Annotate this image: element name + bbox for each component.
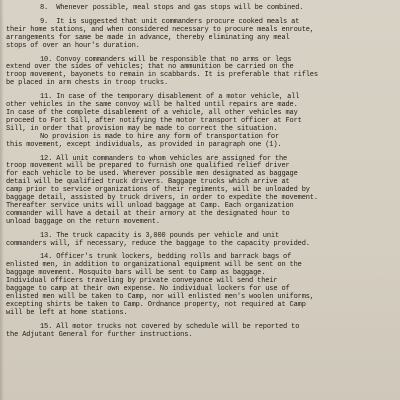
paragraph-line: Sill, in order that provision may be made to correct the situation.: [6, 124, 278, 133]
paragraph-line: enlisted men, in addition to organizational equipment will be sent on the: [6, 261, 302, 270]
paragraph-line: stops of over an hour's duration.: [6, 41, 140, 50]
paragraph-line: Individual officers traveling by private conveyance will send their: [6, 277, 278, 286]
paragraph-line: excepting shirts be taken to Camp. Ordnance property, not required at Camp: [6, 300, 306, 309]
paragraph-line: proceed to Fort Sill, after notifying the motor transport officer at Fort: [6, 116, 302, 125]
paragraph-line: Thereafter service units will unload baggage at Camp. Each organization: [6, 201, 294, 210]
paragraph-line: other vehicles in the same convoy will be halted until repairs are made.: [6, 101, 298, 110]
paragraph-line: commander will have a detail at their armory at the designated hour to: [6, 209, 290, 218]
paragraph-line: baggage to camp at their own expense. No individual lockers for use of: [6, 285, 290, 294]
paragraph-line: troop movement will be prepared to furnish one qualified relief driver: [6, 162, 290, 171]
paragraph-line: commanders will, if necessary, reduce the baggage to the capacity provided.: [6, 239, 310, 248]
paragraph-15: [6, 324, 394, 340]
paragraph-12: [6, 156, 394, 227]
paragraph-line: unload baggage on the return movement.: [6, 217, 160, 226]
paragraph-line: 12. All unit commanders to whom vehicles are assigned for the: [40, 154, 288, 163]
paragraph-line: 9. It is suggested that unit commanders procure cooked meals at: [40, 17, 300, 26]
paragraph-line: 14. Officer's trunk lockers, bedding rolls and barrack bags of: [40, 253, 292, 262]
paragraph-line: No provision is made to hire any form of transportation for: [40, 132, 279, 141]
paragraph-13: [6, 233, 394, 249]
paragraph-line: baggage detail, assisted by truck drivers, in order to expedite the movement.: [6, 194, 318, 203]
paragraph-line: for each vehicle to be used. Wherever possible men designated as baggage: [6, 170, 298, 179]
paragraph-line: In case of the complete disablement of a vehicle, all other vehicles may: [6, 108, 298, 117]
paragraph-line: arrangements for same be made in advance, thereby eliminating any meal: [6, 33, 290, 42]
paragraph-line: their home stations, and when considered necessary to procure meals enroute,: [6, 25, 314, 34]
paragraph-10: [6, 57, 394, 89]
page-edge-shadow: [0, 0, 4, 400]
paragraph-line: enlisted men will be taken to Camp, nor will enlisted men's woolen uniforms,: [6, 293, 314, 301]
paragraph-line: baggage movement. Mosquito bars will be sent to Camp as baggage.: [6, 269, 266, 278]
paragraph-line: 15. All motor trucks not covered by schedule will be reported to: [40, 322, 300, 331]
paragraph-line: troop movement, bayonets to remain in scabbards. It is preferable that rifles: [6, 71, 318, 80]
paragraph-line: this movement, except individuals, as provided in paragraph one (1).: [6, 140, 282, 149]
paragraph-9: [6, 19, 394, 51]
paragraph-8: [6, 5, 394, 13]
paragraph-line: 11. In case of the temporary disablement of a motor vehicle, all: [40, 93, 300, 102]
paragraph-line: 13. The truck capacity is 3,000 pounds per vehicle and unit: [40, 231, 279, 240]
paragraph-line: extend over the sides of vehicles; that no ammunition be carried on the: [6, 63, 294, 72]
paragraph-line: be placed in arm chests in troop trucks.: [6, 79, 169, 88]
paragraph-line: 8. Whenever possible, meal stops and gas stops will be combined.: [40, 4, 304, 12]
paragraph-11: [6, 94, 394, 149]
paragraph-line: 10. Convoy commanders will be responsible that no arms or legs: [40, 55, 292, 64]
paragraph-line: detail will be qualified truck drivers. Baggage trucks which arrive at: [6, 178, 290, 187]
paragraph-line: camp prior to service organizations of their regiments, will be unloaded by: [6, 186, 310, 195]
paragraph-line: the Adjutant General for further instructions.: [6, 330, 193, 339]
paragraph-14: [6, 254, 394, 317]
paragraph-line: will be left at home stations.: [6, 308, 128, 317]
